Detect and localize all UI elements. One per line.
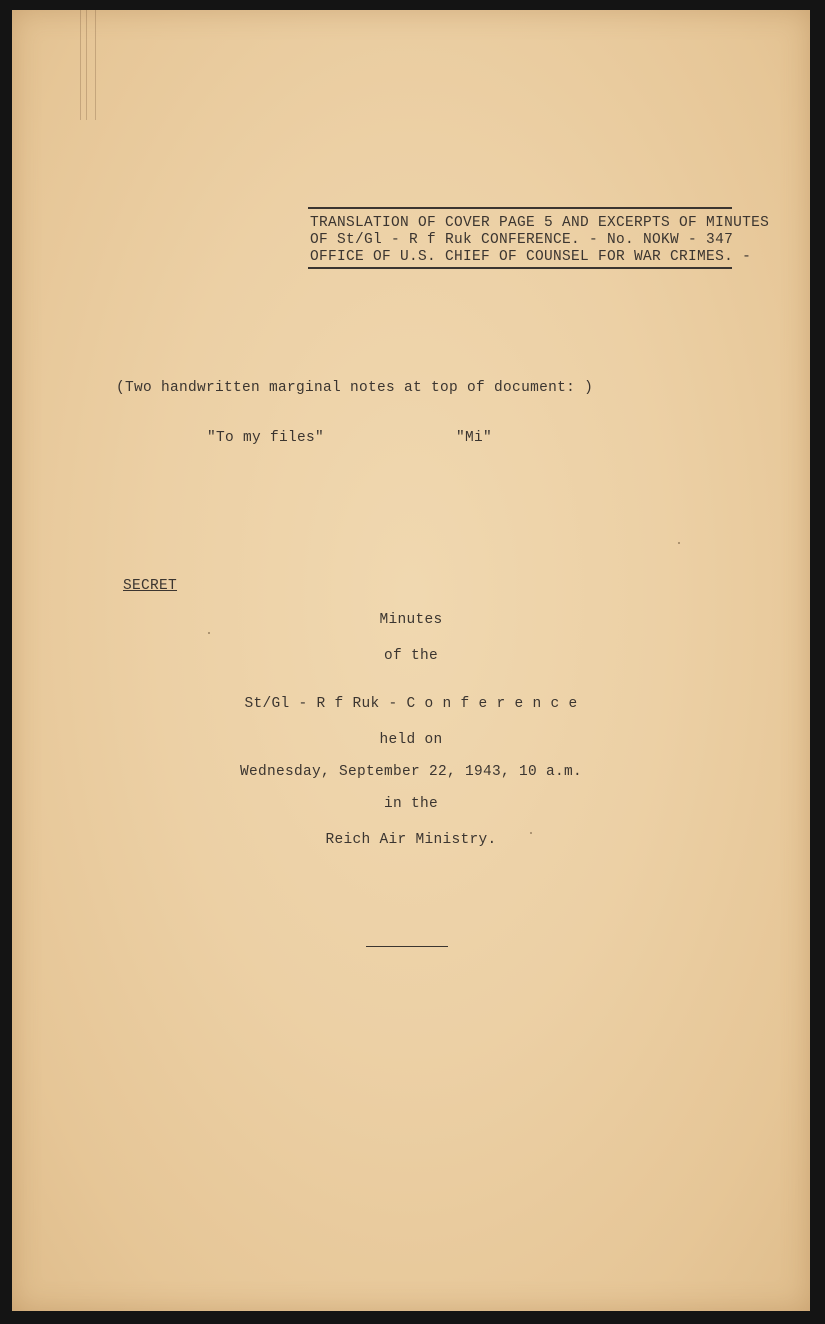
header-line-1: TRANSLATION OF COVER PAGE 5 AND EXCERPTS OF MINUTES — [310, 215, 770, 231]
header-rule-top — [308, 207, 732, 209]
title-of-the: of the — [383, 648, 438, 664]
meeting-date: Wednesday, September 22, 1943, 10 a.m. — [239, 764, 583, 780]
marginal-note-left: "To my files" — [207, 430, 325, 446]
paper-speck — [208, 632, 210, 634]
paper-speck — [678, 542, 680, 544]
header-line-3: OFFICE OF U.S. CHIEF OF COUNSEL FOR WAR CRIMES. - — [310, 249, 752, 265]
title-minutes: Minutes — [379, 612, 443, 628]
document-page — [12, 10, 810, 1311]
marginal-note-right: "Mi" — [456, 430, 493, 446]
classification-label: SECRET — [123, 578, 178, 594]
marginal-note-caption: (Two handwritten marginal notes at top of document: ) — [116, 380, 594, 396]
closing-rule — [366, 946, 448, 947]
header-line-2: OF St/Gl - R f Ruk CONFERENCE. - No. NOKW - 347 — [310, 232, 734, 248]
paper-crease — [86, 10, 87, 120]
header-rule-bottom — [308, 267, 732, 269]
in-the: in the — [383, 796, 438, 812]
paper-crease — [80, 10, 81, 120]
conference-name: St/Gl - R f Ruk - C o n f e r e n c e — [244, 696, 578, 712]
paper-crease — [95, 10, 96, 120]
held-on: held on — [379, 732, 443, 748]
meeting-location: Reich Air Ministry. — [325, 832, 497, 848]
paper-speck — [530, 832, 532, 834]
